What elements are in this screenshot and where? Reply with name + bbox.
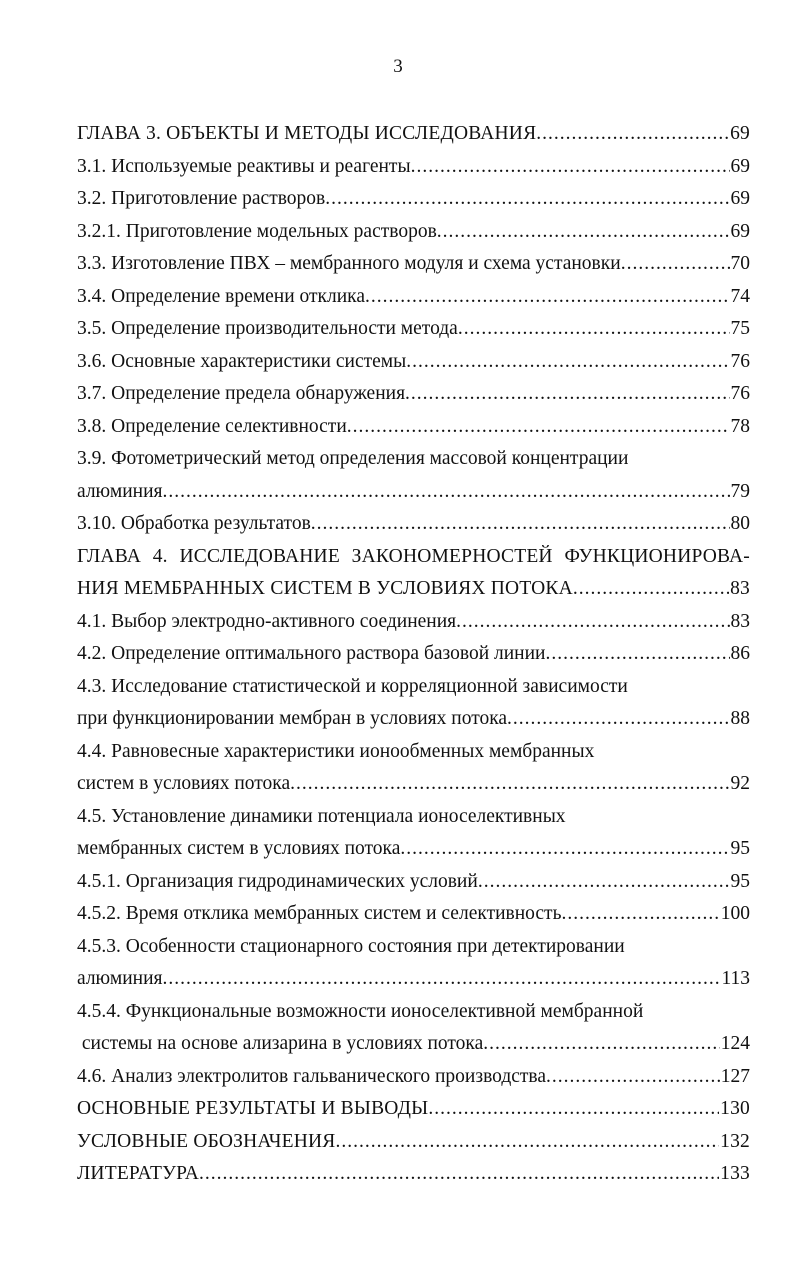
toc-leader-dots [162,963,720,996]
toc-leader-dots [365,281,730,314]
toc-entry-title: 3.7. Определение предела обнаружения [77,383,406,404]
toc-entry-title: 3.2. Приготовление растворов [77,188,326,209]
toc-entry [77,508,750,541]
toc-entry [77,1028,750,1061]
toc-entry [77,216,750,249]
toc-entry-title: системы на основе ализарина в условиях потока [77,1033,484,1054]
toc-entry-page: 124 [720,1033,750,1054]
toc-entry-page: 95 [730,870,750,892]
toc-entry-page: 86 [730,643,750,664]
toc-entry-page: 69 [730,220,750,242]
toc-entry-page: 92 [730,773,750,794]
toc-entry-title: мембранных систем в условиях потока [77,838,401,859]
toc-leader-dots [507,703,729,736]
toc-entry-title: 4.5.1. Организация гидродинамических условий [77,870,478,892]
toc-leader-dots [573,573,729,606]
toc-entry-title: УСЛОВНЫЕ ОБОЗНАЧЕНИЯ [77,1130,336,1152]
toc-entry [77,638,750,671]
toc-leader-dots [406,346,729,379]
toc-entry [77,476,750,509]
toc-entry-title: 3.4. Определение времени отклика [77,285,365,307]
toc-leader-dots [621,248,730,281]
toc-entry [77,833,750,866]
toc-entry-title: 3.2.1. Приготовление модельных растворов [77,220,437,242]
toc-entry-page: 69 [730,188,750,209]
toc-entry [77,378,750,411]
toc-entry [77,1093,750,1126]
toc-entry [77,866,750,899]
toc-entry-title-line1: 4.5. Установление динамики потенциала ионоселективных [77,805,566,827]
toc-entry-title: 3.3. Изготовление ПВХ – мембранного модуля и схема установки [77,253,621,274]
toc-entry [77,151,750,184]
toc-leader-dots [478,866,730,899]
toc-entry-title: ОСНОВНЫЕ РЕЗУЛЬТАТЫ И ВЫВОДЫ [77,1098,429,1119]
toc-entry-title: ГЛАВА 3. ОБЪЕКТЫ И МЕТОДЫ ИССЛЕДОВАНИЯ [77,123,537,144]
toc-entry-title: НИЯ МЕМБРАННЫХ СИСТЕМ В УСЛОВИЯХ ПОТОКА [77,578,573,599]
toc-entry [77,606,750,639]
toc-leader-dots [400,833,729,866]
toc-entry-title-line1: 4.5.4. Функциональные возможности ионоселективной мембранной [77,1000,644,1022]
toc-entry-first-line [77,443,750,476]
toc-entry-title: 3.1. Используемые реактивы и реагенты [77,155,411,177]
toc-entry-title: 3.5. Определение производительности метода [77,318,458,339]
toc-entry-page: 79 [730,480,750,502]
toc-entry-page: 83 [730,610,750,632]
toc-entry-page: 132 [720,1130,750,1152]
toc-entry-page: 127 [720,1065,750,1087]
toc-entry-page: 69 [730,155,750,177]
toc-leader-dots [428,1093,719,1126]
toc-entry-page: 78 [730,415,750,437]
toc-entry-page: 133 [720,1163,750,1184]
toc-entry-page: 130 [720,1098,750,1119]
toc-entry-page: 100 [720,903,750,924]
toc-entry-page: 74 [730,285,750,307]
page-number: 3 [393,56,403,77]
toc-entry-title: 3.6. Основные характеристики системы [77,350,407,372]
toc-leader-dots [483,1028,719,1061]
toc-leader-dots [405,378,729,411]
toc-entry-page: 75 [730,318,750,339]
toc-entry-title: систем в условиях потока [77,773,291,794]
toc-entry-page: 76 [730,383,750,404]
toc-entry-first-line [77,736,750,769]
toc-leader-dots [546,1061,720,1094]
toc-entry-title-line1: 4.3. Исследование статистической и корреляционной зависимости [77,675,628,697]
toc-leader-dots [411,151,730,184]
table-of-contents [77,118,750,1191]
toc-entry [77,313,750,346]
toc-entry-first-line [77,801,750,834]
toc-entry-page: 95 [730,838,750,859]
toc-entry-title-line1: 4.5.3. Особенности стационарного состояния при детектировании [77,935,625,957]
toc-entry-page: 69 [730,123,750,144]
toc-entry [77,118,750,151]
toc-leader-dots [536,118,729,151]
toc-entry-first-line [77,541,750,574]
toc-leader-dots [199,1158,719,1191]
toc-entry-page: 80 [730,513,750,534]
toc-leader-dots [561,898,719,931]
toc-entry [77,411,750,444]
toc-entry-first-line [77,931,750,964]
toc-entry-title: 4.1. Выбор электродно-активного соединения [77,610,457,632]
toc-entry [77,1158,750,1191]
toc-entry [77,573,750,606]
toc-entry-title-line1: 4.4. Равновесные характеристики ионообменных мембранных [77,740,595,762]
toc-entry-page: 76 [730,350,750,372]
toc-entry-title: ЛИТЕРАТУРА [77,1163,199,1184]
toc-leader-dots [437,216,730,249]
toc-entry-page: 88 [730,708,750,729]
toc-leader-dots [456,606,729,639]
toc-entry [77,768,750,801]
toc-entry-page: 70 [730,253,750,274]
toc-entry [77,183,750,216]
toc-entry [77,248,750,281]
toc-entry [77,703,750,736]
toc-leader-dots [347,411,730,444]
toc-leader-dots [458,313,730,346]
toc-entry [77,346,750,379]
toc-entry-title: 4.2. Определение оптимального раствора базовой линии [77,643,546,664]
toc-entry [77,1126,750,1159]
toc-entry-first-line [77,996,750,1029]
toc-entry-title: алюминия [77,480,163,502]
toc-entry-first-line [77,671,750,704]
toc-entry [77,963,750,996]
toc-leader-dots [546,638,730,671]
toc-entry-title: 3.8. Определение селективности [77,415,347,437]
toc-entry [77,1061,750,1094]
toc-entry-title-line1: 3.9. Фотометрический метод определения массовой концентрации [77,448,629,469]
toc-leader-dots [290,768,729,801]
toc-entry-title: при функционировании мембран в условиях потока [77,708,508,729]
toc-entry-title-line1: ГЛАВА 4. ИССЛЕДОВАНИЕ ЗАКОНОМЕРНОСТЕЙ ФУНКЦИОНИРОВА- [77,545,750,567]
toc-leader-dots [311,508,730,541]
toc-entry-title: 3.10. Обработка результатов [77,513,311,534]
toc-leader-dots [335,1126,719,1159]
toc-entry [77,281,750,314]
toc-entry-page: 113 [721,968,750,989]
toc-leader-dots [325,183,729,216]
toc-entry-title: 4.6. Анализ электролитов гальванического производства [77,1065,547,1087]
toc-entry [77,898,750,931]
toc-entry-title: 4.5.2. Время отклика мембранных систем и селективность [77,903,562,924]
toc-entry-page: 83 [730,578,750,599]
toc-leader-dots [162,476,729,509]
toc-entry-title: алюминия [77,968,163,989]
